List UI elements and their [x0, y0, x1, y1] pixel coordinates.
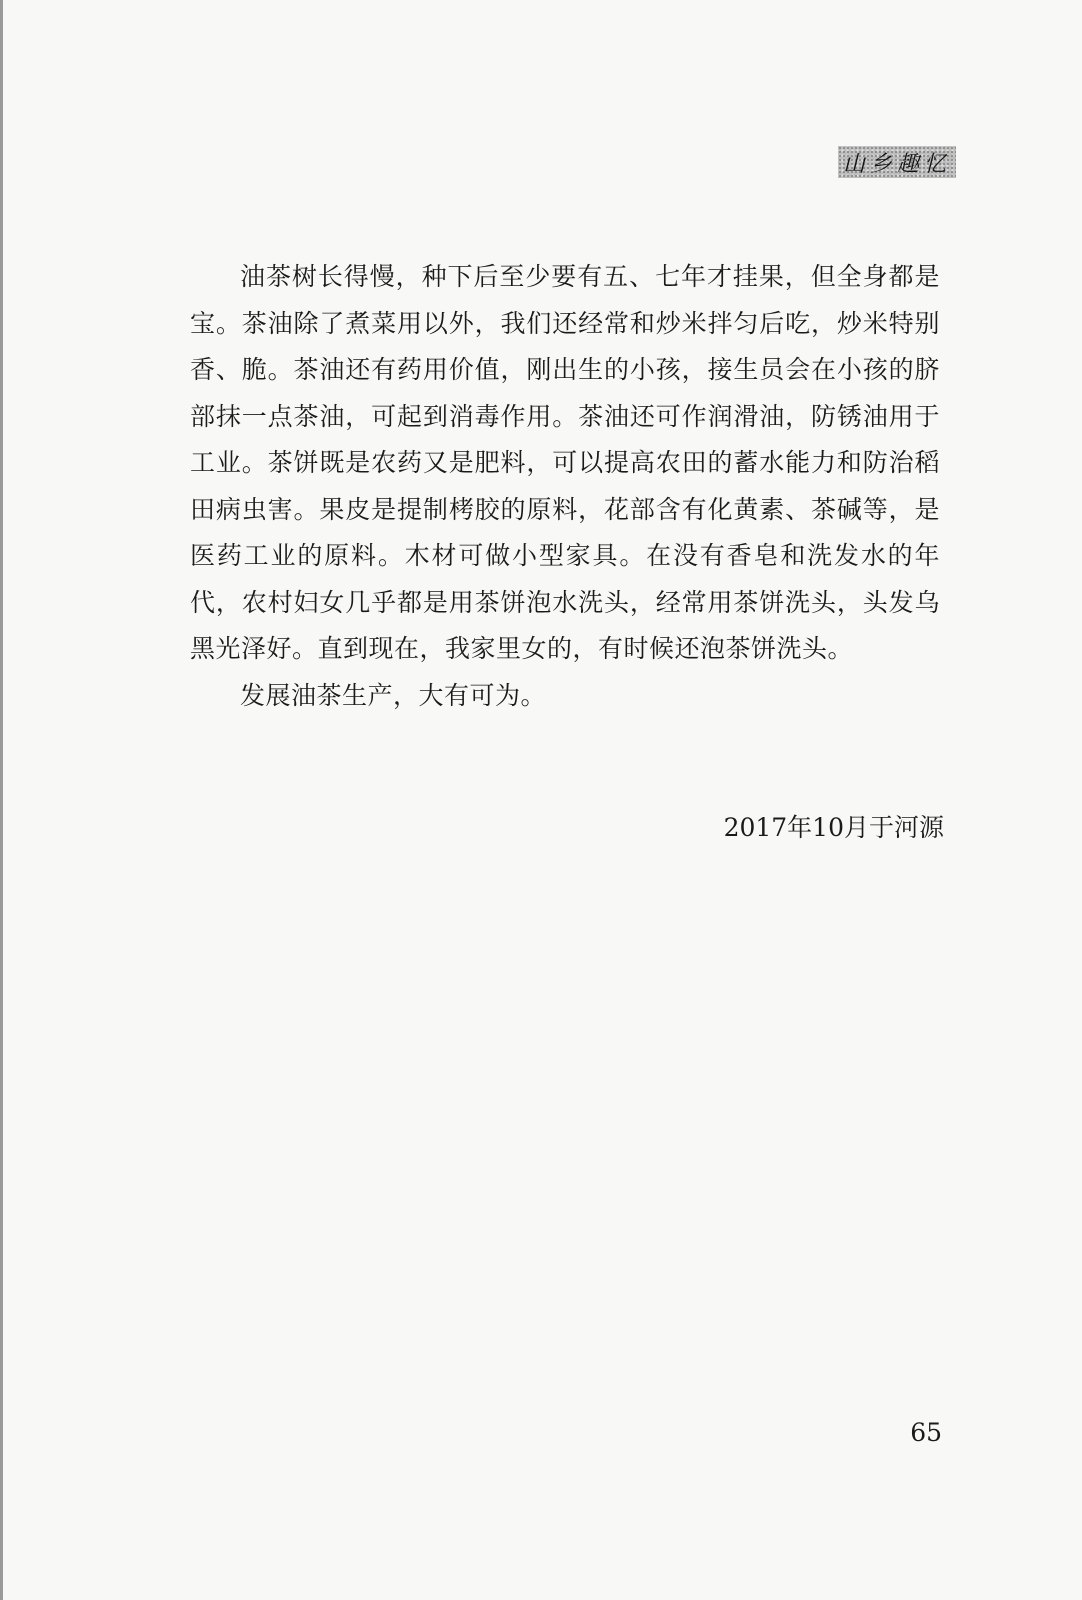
running-head-banner — [838, 146, 956, 178]
paragraph-2: 发展油茶生产，大有可为。 — [240, 680, 547, 710]
signature-date-place: 2017年10月于河源 — [723, 813, 944, 842]
page-edge-shadow — [0, 0, 3, 1600]
body-text — [190, 254, 940, 719]
page-number: 65 — [910, 1418, 942, 1447]
paragraph-1: 油茶树长得慢，种下后至少要有五、七年才挂果，但全身都是宝。茶油除了煮菜用以外，我们还经常和炒米拌匀后吃，炒米特别香、脆。茶油还有药用价值，刚出生的小孩，接生员会在小孩的脐部抹一点茶油，可起到消毒作用。茶油还可作润滑油，防锈油用于工业。茶饼既是农药又是肥料，可以提高农田的蓄水能力和防治稻田病虫害。果皮是提制栲胶的原料，花部含有化黄素、茶碱等，是医药工业的原料。木材可做小型家具。在没有香皂和洗发水的年代，农村妇女几乎都是用茶饼泡水洗头，经常用茶饼洗头，头发乌黑光泽好。直到现在，我家里女的，有时候还泡茶饼洗头。 — [190, 262, 940, 663]
running-head-title: 山乡趣忆 — [842, 151, 951, 177]
